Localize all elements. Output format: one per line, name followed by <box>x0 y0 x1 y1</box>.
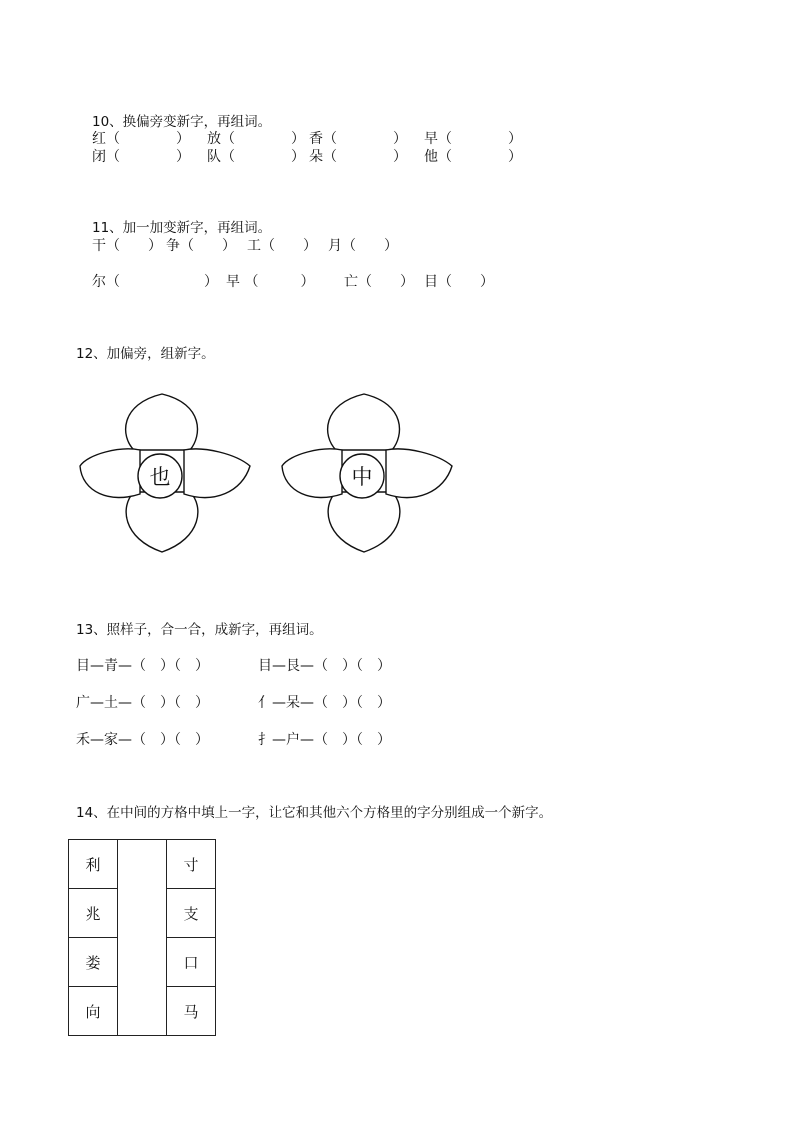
q14-title: 14、在中间的方格中填上一字，让它和其他六个方格里的字分别组成一个新字。 <box>76 805 553 821</box>
grid-right-4: 马 <box>167 987 216 1036</box>
grid-left-4: 向 <box>69 987 118 1036</box>
q13-r2-c1[interactable]: 广—土—（ ）（ ） <box>76 695 209 711</box>
flower-2-petal-top <box>328 394 400 450</box>
flower-2 <box>278 388 458 558</box>
grid-left-3: 娄 <box>69 938 118 987</box>
q10-r1-c4[interactable]: 早（ ） <box>424 131 522 147</box>
character-grid <box>68 839 216 1036</box>
q11-r2-c3[interactable]: 亡（ ） <box>344 274 414 290</box>
flower-1-petal-right <box>184 449 250 498</box>
flower-1-char: 也 <box>149 465 171 489</box>
q10-r1-c2[interactable]: 放（ ） <box>207 131 305 147</box>
q10-title: 10、换偏旁变新字，再组词。 <box>92 114 272 130</box>
q13-title: 13、照样子，合一合，成新字，再组词。 <box>76 622 323 638</box>
grid-right-2: 支 <box>167 889 216 938</box>
q11-r2-c2[interactable]: 早 （ ） <box>226 274 315 290</box>
q11-r2-c1[interactable]: 尔（ ） <box>92 274 218 290</box>
flower-1-petal-left <box>80 449 140 498</box>
q10-r1-c3[interactable]: 香（ ） <box>309 131 407 147</box>
q11-r1-c2[interactable]: 争（ ） <box>166 238 236 254</box>
grid-left-1: 利 <box>69 840 118 889</box>
flower-2-petal-right <box>386 449 452 498</box>
flower-2-char: 中 <box>351 465 373 489</box>
q10-r1-c1[interactable]: 红（ ） <box>92 131 190 147</box>
q11-r1-c3[interactable]: 工（ ） <box>247 238 317 254</box>
q10-r2-c2[interactable]: 队（ ） <box>207 149 305 165</box>
q10-r2-c3[interactable]: 朵（ ） <box>309 149 407 165</box>
q13-r3-c1[interactable]: 禾—家—（ ）（ ） <box>76 732 209 748</box>
grid-right-3: 口 <box>167 938 216 987</box>
q13-r2-c2[interactable]: 亻—呆—（ ）（ ） <box>258 695 391 711</box>
q13-r1-c2[interactable]: 目—艮—（ ）（ ） <box>258 658 391 674</box>
flower-1-petal-top <box>126 394 198 450</box>
q11-r1-c4[interactable]: 月（ ） <box>328 238 398 254</box>
q11-r2-c4[interactable]: 目（ ） <box>424 274 494 290</box>
grid-left-2: 兆 <box>69 889 118 938</box>
flower-2-petal-left <box>282 449 342 498</box>
flower-1 <box>76 388 256 558</box>
grid-right-1: 寸 <box>167 840 216 889</box>
q12-title: 12、加偏旁，组新字。 <box>76 346 215 362</box>
flower-2-petal-bottom <box>328 492 400 552</box>
q11-r1-c1[interactable]: 干（ ） <box>92 238 162 254</box>
q11-title: 11、加一加变新字，再组词。 <box>92 220 272 236</box>
flower-1-petal-bottom <box>126 492 198 552</box>
q13-r3-c2[interactable]: 扌—户—（ ）（ ） <box>258 732 391 748</box>
q10-r2-c4[interactable]: 他（ ） <box>424 149 522 165</box>
q10-r2-c1[interactable]: 闭（ ） <box>92 149 190 165</box>
q13-r1-c1[interactable]: 目—青—（ ）（ ） <box>76 658 209 674</box>
grid-center-blank[interactable] <box>118 840 167 1036</box>
